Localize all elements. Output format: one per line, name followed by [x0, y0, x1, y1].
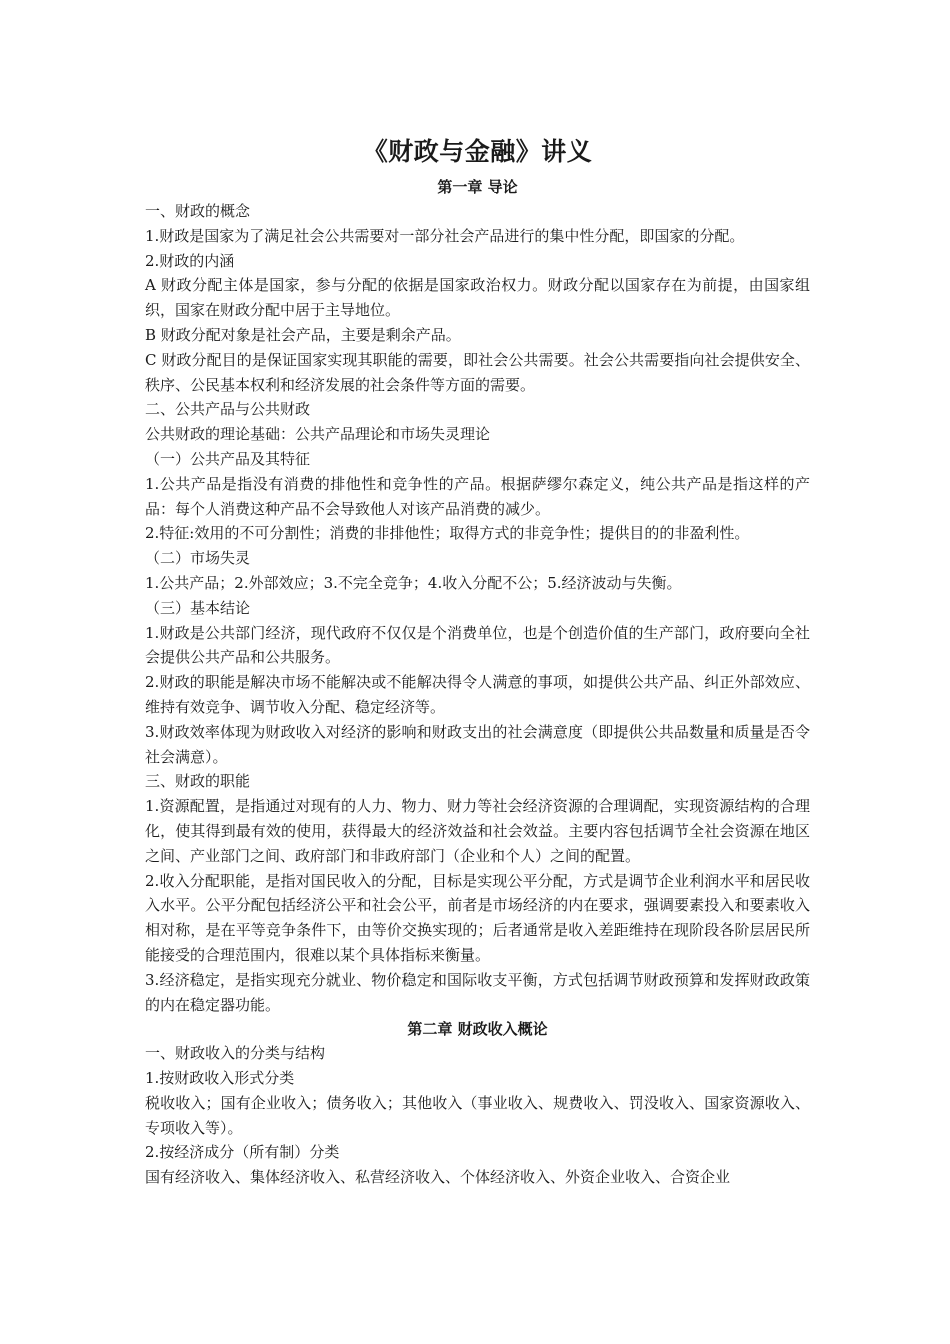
subsection-heading: （一）公共产品及其特征 — [145, 449, 311, 468]
paragraph: A 财政分配主体是国家，参与分配的依据是国家政治权力。财政分配以国家存在为前提，由国家组织，国家在财政分配中居于主导地位。 — [145, 276, 810, 320]
section-heading: 二、公共产品与公共财政 — [145, 400, 311, 419]
subsection-heading: 1.按财政收入形式分类 — [145, 1069, 295, 1088]
document-title: 《财政与金融》讲义 — [362, 137, 593, 166]
chapter-2-body — [145, 1041, 810, 1190]
paragraph: 1.公共产品是指没有消费的排他性和竞争性的产品。根据萨缪尔森定义，纯公共产品是指这样的产品：每个人消费这种产品不会导致他人对该产品消费的减少。 — [145, 474, 810, 518]
paragraph: 2.收入分配职能，是指对国民收入的分配，目标是实现公平分配，方式是调节企业利润水平和居民收入水平。公平分配包括经济公平和社会公平，前者是市场经济的内在要求，强调要素投入和要素收入相对称，是在平等竞争条件下，由等价交换实现的；后者通常是收入差距维持在现阶段各阶层居民所能接受的合理范围内，很难以某个具体指标来衡量。 — [145, 871, 810, 964]
chapter-1-body — [145, 199, 810, 1017]
chapter-2-title: 第二章 财政收入概论 — [407, 1020, 548, 1039]
subsection-heading: 2.按经济成分（所有制）分类 — [145, 1143, 340, 1162]
paragraph: 1.财政是公共部门经济，现代政府不仅仅是个消费单位，也是个创造价值的生产部门，政府要向全社会提供公共产品和公共服务。 — [145, 623, 810, 667]
subsection-heading: （三）基本结论 — [145, 598, 251, 617]
paragraph: C 财政分配目的是保证国家实现其职能的需要，即社会公共需要。社会公共需要指向社会提供安全、秩序、公民基本权利和经济发展的社会条件等方面的需要。 — [145, 350, 810, 394]
paragraph: 3.财政效率体现为财政收入对经济的影响和财政支出的社会满意度（即提供公共品数量和质量是否令社会满意）。 — [145, 722, 810, 766]
paragraph: 1.公共产品；2.外部效应；3.不完全竞争；4.收入分配不公；5.经济波动与失衡。 — [145, 573, 682, 592]
paragraph: 2.财政的职能是解决市场不能解决或不能解决得令人满意的事项，如提供公共产品、纠正外部效应、维持有效竞争、调节收入分配、稳定经济等。 — [145, 673, 810, 716]
document-body — [145, 135, 810, 1190]
paragraph: 1.财政是国家为了满足社会公共需要对一部分社会产品进行的集中性分配，即国家的分配。 — [145, 226, 745, 245]
paragraph: 税收收入；国有企业收入；债务收入；其他收入（事业收入、规费收入、罚没收入、国家资源收入、专项收入等）。 — [145, 1093, 810, 1137]
section-heading: 一、财政的概念 — [145, 202, 251, 220]
paragraph: B 财政分配对象是社会产品，主要是剩余产品。 — [145, 325, 461, 344]
paragraph: 公共财政的理论基础：公共产品理论和市场失灵理论 — [145, 425, 491, 444]
paragraph: 1.资源配置，是指通过对现有的人力、物力、财力等社会经济资源的合理调配，实现资源结构的合理化，使其得到最有效的使用，获得最大的经济效益和社会效益。主要内容包括调节全社会资源在地区之间、产业部门之间、政府部门和非政府部门（企业和个人）之间的配置。 — [145, 797, 810, 865]
section-heading: 一、财政收入的分类与结构 — [145, 1044, 326, 1063]
paragraph: 3.经济稳定，是指实现充分就业、物价稳定和国际收支平衡，方式包括调节财政预算和发挥财政政策的内在稳定器功能。 — [145, 970, 810, 1014]
paragraph: 2.特征:效用的不可分割性；消费的非排他性；取得方式的非竞争性；提供目的的非盈利性。 — [145, 524, 750, 543]
paragraph: 国有经济收入、集体经济收入、私营经济收入、个体经济收入、外资企业收入、合资企业 — [145, 1168, 731, 1187]
subsection-heading: （二）市场失灵 — [145, 549, 251, 568]
section-heading: 三、财政的职能 — [145, 772, 251, 791]
chapter-1-title: 第一章 导论 — [437, 178, 518, 196]
subsection-heading: 2.财政的内涵 — [145, 251, 235, 270]
